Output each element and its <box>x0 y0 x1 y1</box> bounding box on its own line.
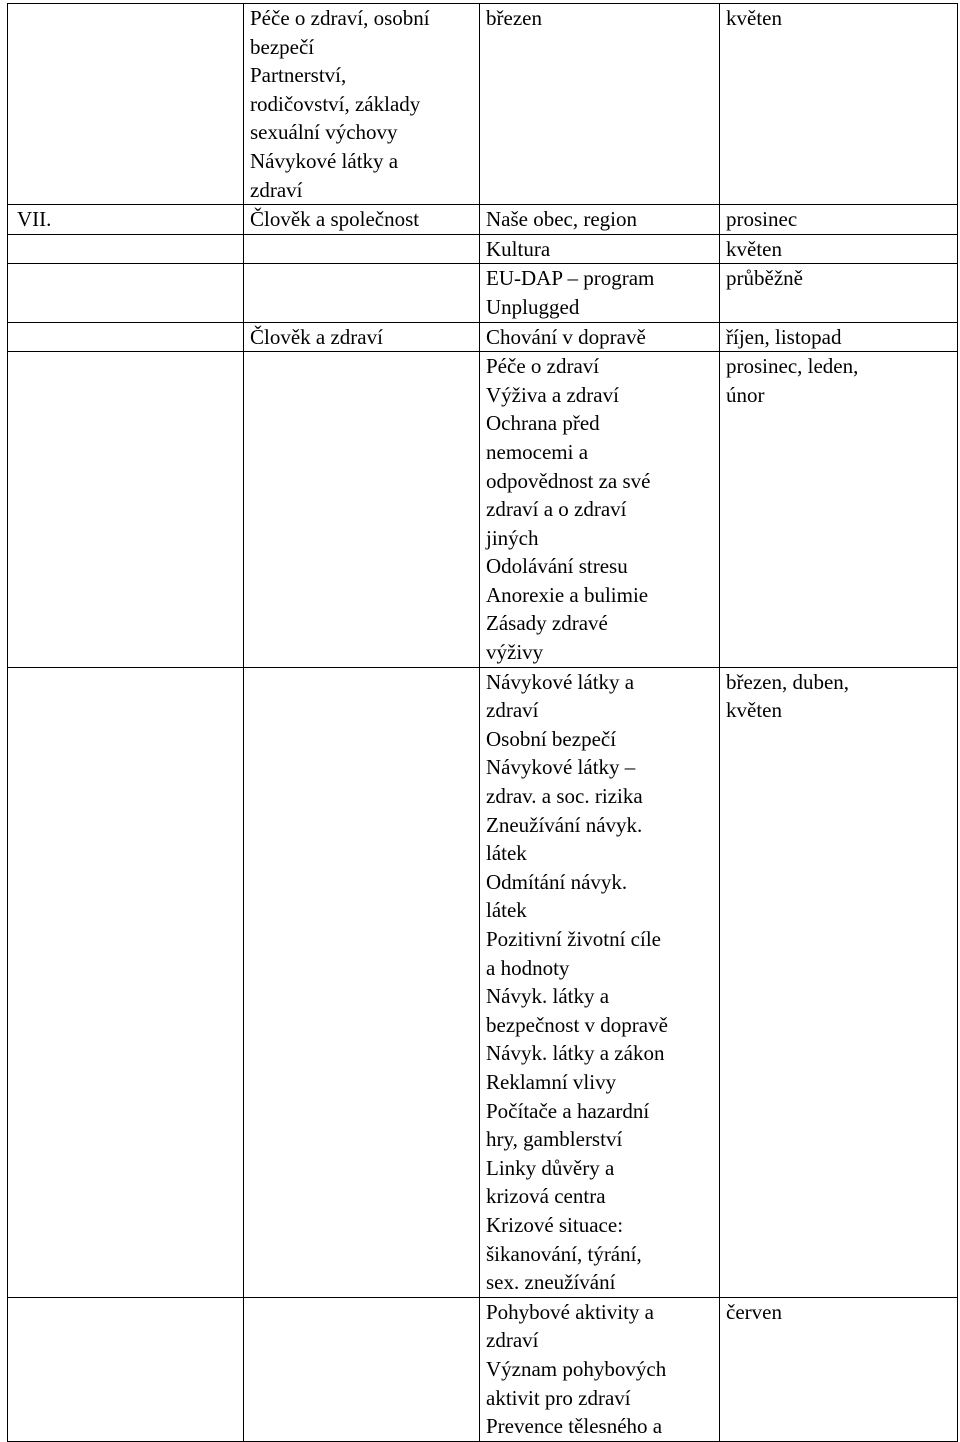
topic-line: Osobní bezpečí <box>486 726 617 751</box>
period-cell <box>720 1297 958 1441</box>
area-line: zdraví <box>250 177 303 202</box>
table-row <box>8 352 958 668</box>
table-row <box>8 322 958 352</box>
area-cell <box>244 234 480 264</box>
period-cell <box>720 205 958 235</box>
topic-cell <box>480 4 720 205</box>
topic-line: Výživa a zdraví <box>486 382 619 407</box>
table-row <box>8 205 958 235</box>
grade-cell <box>8 234 244 264</box>
topic-line: Pozitivní životní cíle <box>486 927 661 951</box>
topic-line: Návyk. látky a <box>486 984 610 1009</box>
topic-line: aktivit pro zdraví <box>486 1385 631 1410</box>
topic-line: sex. zneužívání <box>486 1270 616 1295</box>
table-row <box>8 234 958 264</box>
topic-line: látek <box>486 841 527 866</box>
period-line: květen <box>726 6 782 30</box>
topic-line: zdraví <box>486 1328 539 1353</box>
area-cell <box>244 667 480 1297</box>
period-cell <box>720 234 958 264</box>
topic-line: Význam pohybových <box>486 1356 667 1381</box>
topic-line: Počítače a hazardní <box>486 1098 650 1123</box>
period-line: průběžně <box>726 266 803 291</box>
topic-line: Odmítání návyk. <box>486 869 628 894</box>
period-line: prosinec <box>726 207 798 232</box>
topic-line: Anorexie a bulimie <box>486 582 649 607</box>
topic-line: Kultura <box>486 236 551 261</box>
period-cell <box>720 667 958 1297</box>
topic-line: Linky důvěry a <box>486 1155 615 1180</box>
topic-cell <box>480 205 720 235</box>
table-row <box>8 667 958 1297</box>
topic-cell <box>480 1297 720 1441</box>
topic-line: zdraví a o zdraví <box>486 497 627 522</box>
table-row <box>8 1297 958 1441</box>
grade-cell <box>8 667 244 1297</box>
area-line: sexuální výchovy <box>250 120 398 145</box>
topic-cell <box>480 234 720 264</box>
topic-line: Unplugged <box>486 294 580 319</box>
area-line: Člověk a zdraví <box>250 324 383 349</box>
topic-line: Pohybové aktivity a <box>486 1299 654 1324</box>
area-line: rodičovství, základy <box>250 91 421 116</box>
topic-line: EU-DAP – program <box>486 266 655 291</box>
area-cell <box>244 264 480 322</box>
area-line: bezpečí <box>250 34 315 59</box>
topic-line: zdrav. a soc. rizika <box>486 784 643 809</box>
period-cell <box>720 4 958 205</box>
topic-cell <box>480 667 720 1297</box>
topic-line: Odolávání stresu <box>486 554 628 579</box>
topic-line: Prevence tělesného a <box>486 1414 663 1439</box>
area-line: Partnerství, <box>250 63 347 88</box>
topic-line: zdraví <box>486 698 539 723</box>
table-row <box>8 4 958 205</box>
period-cell <box>720 322 958 352</box>
curriculum-table <box>7 3 958 1442</box>
curriculum-table-body <box>8 4 958 1442</box>
topic-cell <box>480 352 720 668</box>
topic-line: Ochrana před <box>486 411 600 436</box>
period-line: prosinec, leden, <box>726 354 859 379</box>
grade-cell <box>8 4 244 205</box>
topic-line: Zneužívání návyk. <box>486 812 643 837</box>
grade-cell <box>8 205 244 235</box>
topic-line: odpovědnost za své <box>486 468 651 493</box>
topic-line: Krizové situace: <box>486 1212 624 1237</box>
grade-cell <box>8 322 244 352</box>
period-line: květen <box>726 236 782 261</box>
grade-cell <box>8 1297 244 1441</box>
topic-cell <box>480 322 720 352</box>
topic-line: Zásady zdravé <box>486 611 608 636</box>
grade-cell <box>8 264 244 322</box>
topic-line: látek <box>486 898 527 923</box>
period-line: květen <box>726 698 782 723</box>
grade-label: VII. <box>17 207 52 232</box>
period-line: únor <box>726 382 765 407</box>
area-cell <box>244 352 480 668</box>
period-cell <box>720 352 958 668</box>
area-cell <box>244 1297 480 1441</box>
table-row <box>8 264 958 322</box>
period-line: červen <box>726 1299 782 1324</box>
area-cell <box>244 205 480 235</box>
period-line: březen, duben, <box>726 669 850 694</box>
topic-line: a hodnoty <box>486 955 570 980</box>
topic-line: bezpečnost v dopravě <box>486 1012 668 1037</box>
topic-line: Návykové látky – <box>486 755 636 780</box>
period-cell <box>720 264 958 322</box>
topic-line: Návykové látky a <box>486 669 635 694</box>
grade-cell <box>8 352 244 668</box>
area-line: Návykové látky a <box>250 148 399 173</box>
topic-line: krizová centra <box>486 1184 606 1209</box>
topic-line: Chování v dopravě <box>486 324 646 349</box>
topic-cell <box>480 264 720 322</box>
topic-line: hry, gamblerství <box>486 1127 623 1152</box>
topic-line: nemocemi a <box>486 439 589 464</box>
period-line: říjen, listopad <box>726 324 842 349</box>
topic-line: Péče o zdraví <box>486 354 600 379</box>
topic-line: Návyk. látky a zákon <box>486 1041 665 1066</box>
area-line: Péče o zdraví, osobní <box>250 6 430 30</box>
topic-line: výživy <box>486 640 544 665</box>
topic-line: jiných <box>486 525 539 550</box>
area-line: Člověk a společnost <box>250 207 420 232</box>
topic-line: Reklamní vlivy <box>486 1069 617 1094</box>
topic-line: šikanování, týrání, <box>486 1241 642 1266</box>
area-cell <box>244 322 480 352</box>
topic-line: Naše obec, region <box>486 207 638 232</box>
topic-line: březen <box>486 6 542 30</box>
area-cell <box>244 4 480 205</box>
